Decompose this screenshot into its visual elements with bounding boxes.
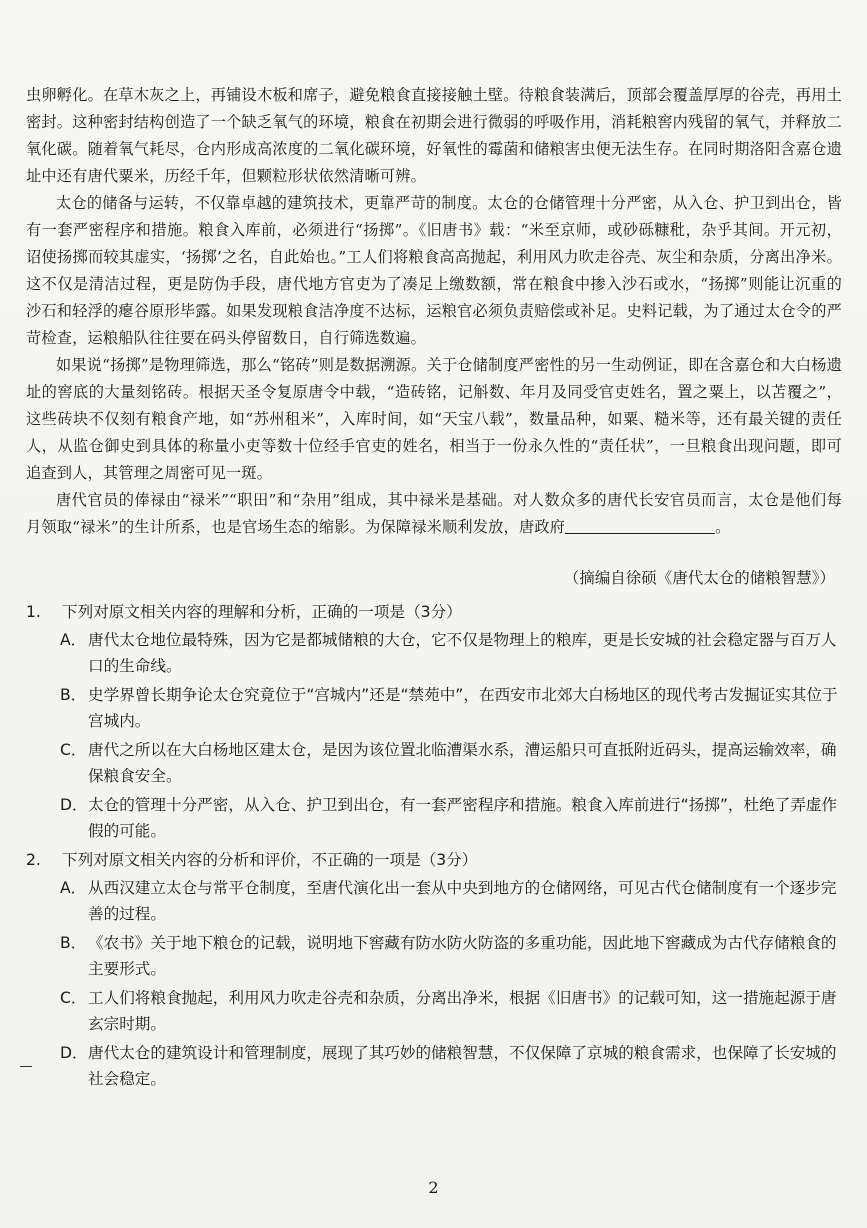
passage-paragraph-4-text: 唐代官员的俸禄由“禄米”“职田”和“杂用”组成，其中禄米是基础。对人数众多的唐代长安官员而言，太仓是他们每月领取“禄米”的生计所系，也是官场生态的缩影。为保障禄米顺利发放，唐政府 (26, 491, 842, 536)
passage-paragraph-4-end: 。 (715, 518, 731, 536)
option-label: C． (60, 989, 87, 1007)
question-1 (26, 599, 842, 844)
question-2 (26, 847, 842, 1092)
option-2a[interactable] (26, 875, 842, 927)
margin-mark (20, 1066, 32, 1067)
passage-paragraph-2: 太仓的储备与运转，不仅靠卓越的建筑技术，更靠严苛的制度。太仓的仓储管理十分严密，从入仓、护卫到出仓，皆有一套严密程序和措施。粮食入库前，必须进行“扬掷”。《旧唐书》载：“米至京师，或砂砾糠秕，杂乎其间。开元初，诏使扬掷而较其虚实，‘扬掷’之名，自此始也。”工人们将粮食高高抛起，利用风力吹走谷壳、灰尘和杂质，分离出净米。这不仅是清洁过程，更是防伪手段，唐代地方官吏为了凑足上缴数额，常在粮食中掺入沙石或水，“扬掷”则能让沉重的沙石和轻浮的瘪谷原形毕露。如果发现粮食洁净度不达标，运粮官必须负责赔偿或补足。史料记载，为了通过太仓令的严苛检查，运粮船队往往要在码头停留数日，自行筛选数遍。 (26, 194, 842, 347)
option-label: D． (60, 796, 88, 814)
passage-paragraph-4 (26, 487, 842, 541)
option-text: 从西汉建立太仓与常平仓制度，至唐代演化出一套从中央到地方的仓储网络，可见古代仓储制度有一个逐步完善的过程。 (88, 879, 837, 923)
option-label: A． (60, 879, 87, 897)
question-text: 下列对原文相关内容的分析和评价，不正确的一项是（3分） (62, 851, 478, 869)
option-label: A． (60, 631, 87, 649)
question-stem (26, 599, 842, 625)
reading-passage (26, 82, 842, 541)
source-citation: （摘编自徐硕《唐代太仓的储粮智慧》） (563, 569, 835, 587)
fill-in-blank[interactable] (565, 517, 715, 534)
option-1c[interactable] (26, 737, 842, 789)
option-1a[interactable] (26, 627, 842, 679)
passage-paragraph-3: 如果说“扬掷”是物理筛选，那么“铭砖”则是数据溯源。关于仓储制度严密性的另一生动例证，即在含嘉仓和大白杨遗址的窖底的大量刻铭砖。根据天圣令复原唐令中载，“造砖铭，记斛数、年月及同受官吏姓名，置之粟上，以苫覆之”，这些砖块不仅刻有粮食产地，如“苏州租米”，入库时间，如“天宝八载”，数量品种，如粟、糙米等，还有最关键的责任人，从监仓御史到具体的称量小吏等数十位经手官吏的姓名，相当于一份永久性的“责任状”，一旦粮食出现问题，即可追查到人，其管理之周密可见一斑。 (26, 356, 842, 482)
option-label: B． (60, 686, 87, 704)
page-number: 2 (428, 1178, 439, 1197)
option-text: 《农书》关于地下粮仓的记载，说明地下窖藏有防水防火防盗的多重功能，因此地下窖藏成为古代存储粮食的主要形式。 (88, 934, 837, 978)
passage-paragraph-1: 虫卵孵化。在草木灰之上，再铺设木板和席子，避免粮食直接接触土壁。待粮食装满后，顶部会覆盖厚厚的谷壳，再用土密封。这种密封结构创造了一个缺乏氧气的环境，粮食在初期会进行微弱的呼吸作用，消耗粮窖内残留的氧气，并释放二氧化碳。随着氧气耗尽，仓内形成高浓度的二氧化碳环境，好氧性的霉菌和储粮害虫便无法生存。在同时期洛阳含嘉仓遗址中还有唐代粟米，历经千年，但颗粒形状依然清晰可辨。 (26, 86, 842, 185)
option-text: 史学界曾长期争论太仓究竟位于“宫城内”还是“禁苑中”，在西安市北郊大白杨地区的现代考古发掘证实其位于宫城内。 (88, 686, 838, 730)
option-label: D． (60, 1044, 88, 1062)
option-2b[interactable] (26, 930, 842, 982)
option-text: 唐代太仓地位最特殊，因为它是都城储粮的大仓，它不仅是物理上的粮库，更是长安城的社会稳定器与百万人口的生命线。 (88, 631, 837, 675)
option-label: B． (60, 934, 87, 952)
question-text: 下列对原文相关内容的理解和分析，正确的一项是（3分） (62, 603, 462, 621)
option-text: 唐代之所以在大白杨地区建太仓，是因为该位置北临漕渠水系，漕运船只可直抵附近码头，提高运输效率，确保粮食安全。 (88, 741, 837, 785)
option-2c[interactable] (26, 985, 842, 1037)
option-1d[interactable] (26, 792, 842, 844)
option-text: 唐代太仓的建筑设计和管理制度，展现了其巧妙的储粮智慧，不仅保障了京城的粮食需求，也保障了长安城的社会稳定。 (88, 1044, 837, 1088)
question-number: 1. (26, 603, 41, 621)
question-stem (26, 847, 842, 873)
option-1b[interactable] (26, 682, 842, 734)
option-text: 工人们将粮食抛起，利用风力吹走谷壳和杂质，分离出净米，根据《旧唐书》的记载可知，这一措施起源于唐玄宗时期。 (88, 989, 837, 1033)
question-list (26, 596, 842, 1095)
option-2d[interactable] (26, 1040, 842, 1092)
option-label: C． (60, 741, 87, 759)
option-text: 太仓的管理十分严密，从入仓、护卫到出仓，有一套严密程序和措施。粮食入库前进行“扬掷”，杜绝了弄虚作假的可能。 (88, 796, 838, 840)
question-number: 2. (26, 851, 41, 869)
